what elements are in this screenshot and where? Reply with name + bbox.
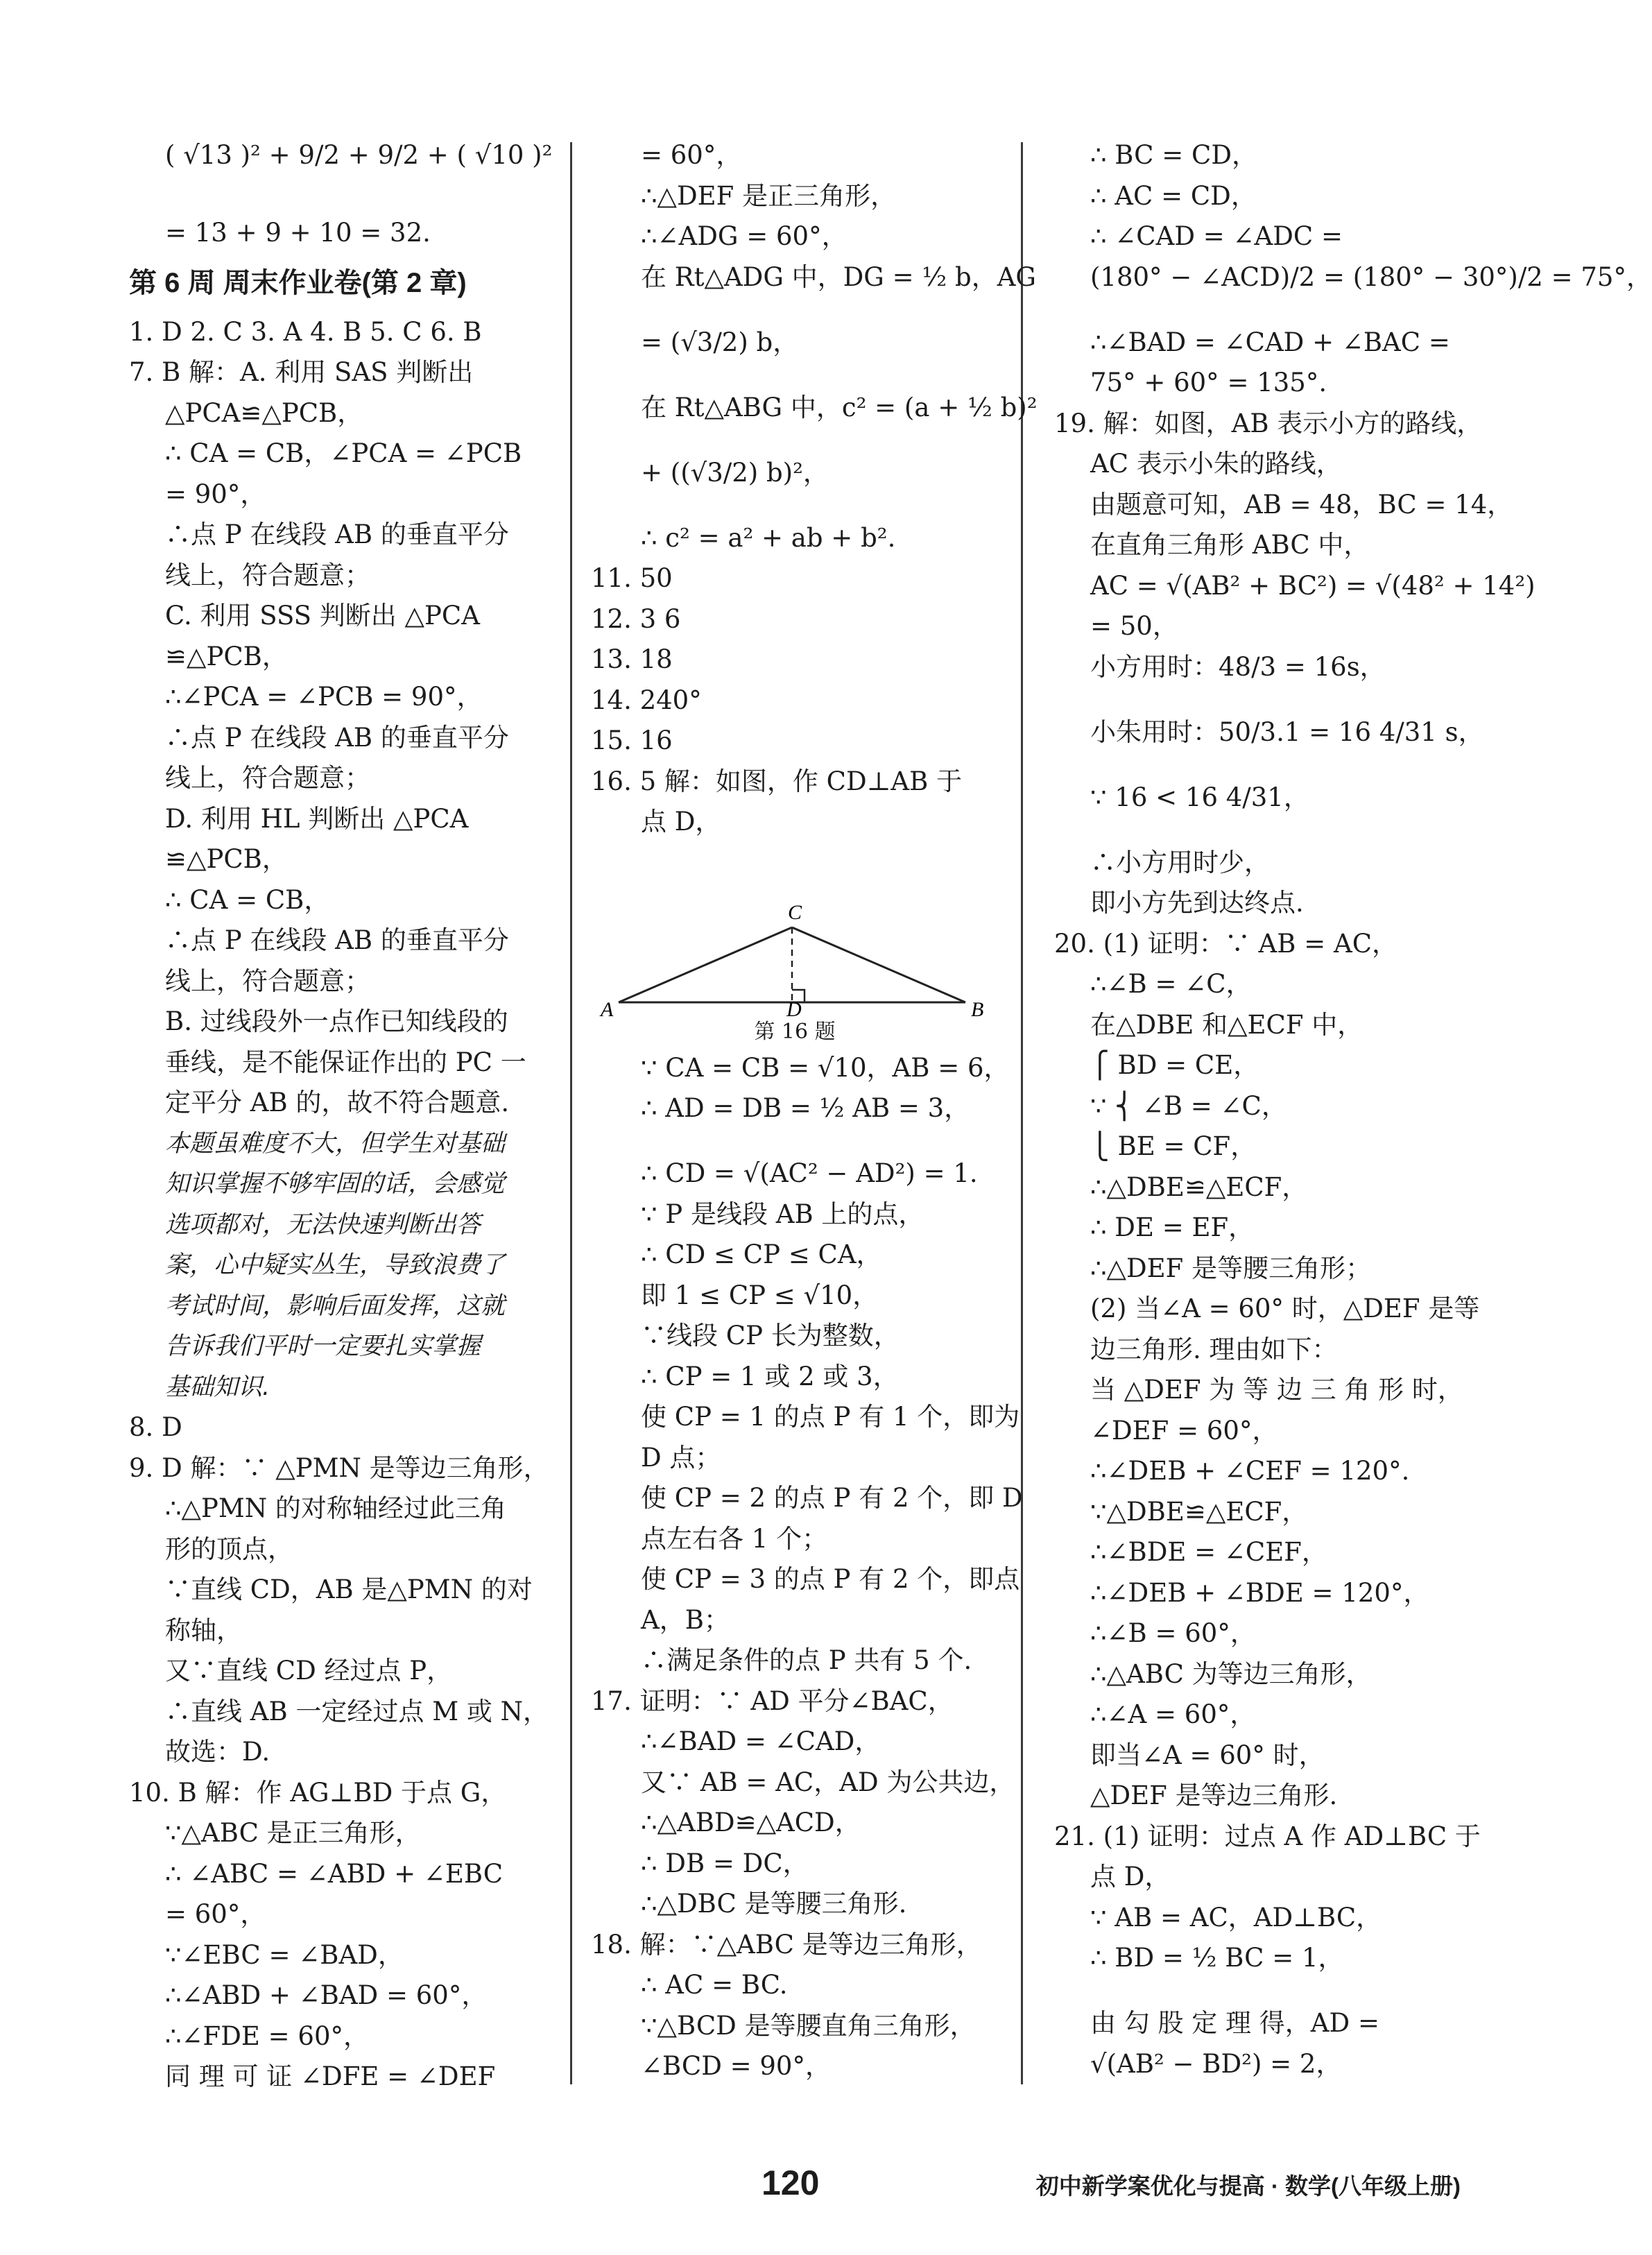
label-B: B (971, 997, 984, 1021)
text-line: ∴直线 AB 一定经过点 M 或 N， (165, 1696, 549, 1726)
text-line: 本题虽难度不大，但学生对基础 (165, 1129, 506, 1158)
text-line: B. 过线段外一点作已知线段的 (165, 1006, 508, 1036)
text-line: + ((√3/2) b)²， (641, 457, 829, 488)
text-line: = 60°， (165, 1899, 266, 1929)
text-line: 形的顶点， (165, 1534, 293, 1564)
text-line: ⎧ BD = CE， (1090, 1050, 1259, 1080)
text-line: √(AB² − BD²) = 2， (1090, 2048, 1342, 2079)
text-line: 9. D 解：∵ △PMN 是等边三角形， (129, 1452, 549, 1483)
text-line: ∵ CA = CB = √10，AB = 6， (641, 1052, 1010, 1083)
text-line: = 13 + 9 + 10 = 32. (165, 218, 431, 248)
text-line: 小朱用时：50/3.1 = 16 4/31 s， (1090, 717, 1484, 747)
text-line: 15. 16 (591, 726, 673, 755)
text-line: 点左右各 1 个； (641, 1523, 828, 1554)
text-line: 由 勾 股 定 理 得，AD = (1090, 2008, 1379, 2038)
text-line: 垂线，是不能保证作出的 PC 一 (165, 1047, 526, 1077)
text-line: 小方用时：48/3 = 16s， (1090, 651, 1386, 682)
text-line: 由题意可知，AB = 48，BC = 14， (1090, 489, 1513, 520)
column-middle (591, 135, 1038, 2087)
text-line: ∴ AD = DB = ½ AB = 3， (641, 1093, 970, 1123)
column-divider-right (1021, 142, 1023, 2084)
text-line: ∴ AC = CD， (1090, 180, 1257, 211)
text-line: 13. 18 (591, 644, 673, 674)
text-line: ∴满足条件的点 P 共有 5 个. (641, 1645, 972, 1675)
text-line: 10. B 解：作 AG⊥BD 于点 G， (129, 1777, 507, 1808)
text-line: ∴ c² = a² + ab + b². (641, 522, 896, 553)
text-line: 定平分 AB 的，故不符合题意. (165, 1088, 510, 1117)
text-line: 知识掌握不够牢固的话，会感觉 (165, 1170, 506, 1198)
text-line: 75° + 60° = 135°. (1090, 368, 1327, 397)
column-left (129, 135, 553, 2098)
text-line: 线上，符合题意； (165, 966, 370, 996)
text-line: ∴ CD = √(AC² − AD²) = 1. (641, 1158, 978, 1188)
text-line: (180° − ∠ACD)/2 = (180° − 30°)/2 = 75°， (1090, 261, 1652, 292)
text-line: 在 Rt△ADG 中，DG = ½ b，AG (641, 261, 1036, 292)
text-line: 在 Rt△ABG 中，c² = (a + ½ b)² (641, 392, 1038, 422)
text-line: ∴∠DEB + ∠CEF = 120°. (1090, 1456, 1410, 1486)
text-line: ∴∠DEB + ∠BDE = 120°， (1090, 1577, 1429, 1608)
text-line: 使 CP = 1 的点 P 有 1 个，即为 (641, 1402, 1020, 1432)
text-line: 即 1 ≤ CP ≤ √10， (641, 1280, 879, 1310)
text-line: 14. 240° (591, 685, 702, 715)
text-line: ∴ CP = 1 或 2 或 3， (641, 1361, 899, 1391)
text-line: ∠DEF = 60°， (1090, 1415, 1278, 1446)
text-line: 在直角三角形 ABC 中， (1090, 530, 1370, 560)
column-right (1054, 135, 1652, 2084)
label-D: D (786, 997, 802, 1021)
text-line: ∴△PMN 的对称轴经过此三角 (165, 1493, 506, 1523)
text-line: D 点； (641, 1442, 721, 1473)
text-line: 7. B 解：A. 利用 SAS 判断出 (129, 357, 474, 387)
text-line: 点 D， (641, 807, 721, 837)
text-line: D. 利用 HL 判断出 △PCA (165, 803, 469, 834)
text-line: ∵ AB = AC，AD⊥BC， (1090, 1902, 1382, 1932)
text-line: ∴△DBC 是等腰三角形. (641, 1889, 907, 1919)
text-line: = 60°， (641, 140, 742, 170)
text-line: A，B； (641, 1604, 730, 1635)
text-line: △DEF 是等边三角形. (1090, 1781, 1338, 1810)
column-middle-bottom (591, 1048, 1023, 2087)
text-line: 19. 解：如图，AB 表示小方的路线， (1054, 408, 1483, 438)
text-line: 同 理 可 证 ∠DFE = ∠DEF (165, 2061, 496, 2091)
text-line: ∴∠B = ∠C， (1090, 969, 1252, 999)
text-line: ∴∠A = 60°， (1090, 1699, 1256, 1729)
text-line: = 50， (1090, 611, 1178, 641)
text-line: ∴ CA = CB，∠PCA = ∠PCB (165, 438, 522, 468)
label-C: C (788, 900, 802, 924)
text-line: ∴∠ADG = 60°， (641, 221, 847, 251)
text-line: △PCA≌△PCB， (165, 397, 363, 428)
text-line: 在△DBE 和△ECF 中， (1090, 1009, 1363, 1040)
text-line: 16. 5 解：如图，作 CD⊥AB 于 (591, 766, 963, 796)
text-line: 基础知识. (165, 1373, 270, 1401)
text-line: 又∵直线 CD 经过点 P， (165, 1656, 453, 1686)
text-line: ∴△ABD≌△ACD， (641, 1808, 861, 1837)
text-line: AC = √(AB² + BC²) = √(48² + 14²) (1090, 570, 1535, 601)
text-line: 选项都对，无法快速判断出答 (165, 1210, 481, 1239)
text-line: 21. (1) 证明：过点 A 作 AD⊥BC 于 (1054, 1821, 1481, 1851)
text-line: ∴△DEF 是正三角形， (641, 180, 897, 211)
text-line: ∴ DB = DC， (641, 1848, 809, 1878)
text-line: AC 表示小朱的路线， (1090, 449, 1342, 479)
column-divider-left (570, 142, 572, 2084)
text-line: ∵线段 CP 长为整数， (641, 1321, 900, 1351)
text-line: ∴ ∠CAD = ∠ADC = (1090, 221, 1343, 251)
text-line: ∴∠B = 60°， (1090, 1618, 1256, 1648)
text-line: ∴△DBE≌△ECF， (1090, 1172, 1308, 1202)
text-line: ∠BCD = 90°， (641, 2051, 831, 2081)
text-line: ∵直线 CD，AB 是△PMN 的对 (165, 1575, 533, 1604)
text-line: 当 △DEF 为 等 边 三 角 形 时， (1090, 1375, 1463, 1405)
text-line: 11. 50 (591, 563, 673, 593)
text-line: ∴ BD = ½ BC = 1， (1090, 1943, 1344, 1973)
text-line: ∴△DEF 是等腰三角形； (1090, 1253, 1372, 1283)
figure-caption: 第 16 题 (754, 1019, 836, 1044)
text-line: C. 利用 SSS 判断出 △PCA (165, 601, 480, 631)
text-line: ∵ 16 < 16 4/31， (1090, 782, 1309, 812)
text-line: 1. D 2. C 3. A 4. B 5. C 6. B (129, 316, 482, 347)
text-line: ∴点 P 在线段 AB 的垂直平分 (165, 520, 509, 549)
text-line: 告诉我们平时一定要扎实掌握 (165, 1332, 481, 1360)
text-line: 第 6 周 周末作业卷(第 2 章) (129, 267, 467, 298)
text-line: 点 D， (1090, 1862, 1171, 1892)
text-line: 线上，符合题意； (165, 560, 370, 590)
text-line: ∵ P 是线段 AB 上的点， (641, 1199, 924, 1229)
text-line: 即当∠A = 60° 时， (1090, 1740, 1325, 1770)
text-line: ∴ AC = BC. (641, 1970, 788, 2000)
text-line: (2) 当∠A = 60° 时，△DEF 是等 (1090, 1294, 1480, 1323)
text-line: ∴△ABC 为等边三角形， (1090, 1658, 1372, 1689)
text-line: ∵△ABC 是正三角形， (165, 1818, 421, 1848)
page-footer (0, 2163, 1592, 2204)
text-line: ∵∠EBC = ∠BAD， (165, 1939, 404, 1970)
text-line: ∴ CD ≤ CP ≤ CA， (641, 1240, 882, 1269)
text-line: ∴∠PCA = ∠PCB = 90°， (165, 682, 483, 712)
text-line: = 90°， (165, 479, 266, 509)
text-line: ∴ CA = CB， (165, 884, 330, 915)
text-line: ∴点 P 在线段 AB 的垂直平分 (165, 722, 509, 753)
text-line: ∵△DBE≌△ECF， (1090, 1496, 1308, 1527)
text-line: ∴∠FDE = 60°， (165, 2021, 369, 2051)
text-line: 17. 证明：∵ AD 平分∠BAC， (591, 1686, 954, 1716)
text-line: ∴∠ABD + ∠BAD = 60°， (165, 1980, 488, 2010)
text-line: ≌△PCB， (165, 641, 288, 671)
page-number: 120 (762, 2163, 820, 2202)
text-line: ≌△PCB， (165, 844, 288, 874)
text-line: ∴∠BDE = ∠CEF， (1090, 1537, 1327, 1567)
text-line: ∵△BCD 是等腰直角三角形， (641, 2010, 976, 2041)
text-line: ∴∠BAD = ∠CAD + ∠BAC = (1090, 327, 1450, 357)
text-line: ( √13 )² + 9/2 + 9/2 + ( √10 )² (165, 140, 553, 170)
book-title: 初中新学案优化与提高 · 数学(八年级上册) (1035, 2173, 1461, 2199)
figure-16 (591, 843, 999, 1021)
text-line: ∵ ⎨ ∠B = ∠C， (1090, 1090, 1287, 1121)
triangle-diagram (591, 843, 999, 1021)
text-line: 称轴， (165, 1615, 242, 1645)
text-line: 故选：D. (165, 1737, 270, 1767)
text-line: 18. 解：∵△ABC 是等边三角形， (591, 1929, 982, 1960)
text-line: 考试时间，影响后面发挥，这就 (165, 1292, 506, 1320)
text-line: ∴ BC = CD， (1090, 140, 1257, 170)
text-line: 8. D (129, 1412, 182, 1442)
text-line: 又∵ AB = AC，AD 为公共边， (641, 1767, 1015, 1797)
text-line: ∴ ∠ABC = ∠ABD + ∠EBC (165, 1858, 504, 1889)
text-line: ∴ DE = EF， (1090, 1212, 1255, 1242)
text-line: 即小方先到达终点. (1090, 888, 1304, 918)
text-line: 使 CP = 2 的点 P 有 2 个，即 D (641, 1483, 1023, 1513)
text-line: 使 CP = 3 的点 P 有 2 个，即点 (641, 1564, 1020, 1594)
text-line: 20. (1) 证明：∵ AB = AC， (1054, 928, 1398, 959)
text-line: ∴小方用时少， (1090, 847, 1270, 877)
column-middle-top (591, 135, 1038, 843)
text-line: 线上，符合题意； (165, 763, 370, 793)
text-line: ∴点 P 在线段 AB 的垂直平分 (165, 925, 509, 955)
text-line: = (√3/2) b， (641, 327, 799, 357)
text-line: 12. 3 6 (591, 603, 681, 634)
label-A: A (601, 997, 614, 1021)
text-line: ⎩ BE = CF， (1090, 1131, 1257, 1161)
text-line: 边三角形. 理由如下： (1090, 1334, 1338, 1364)
text-line: ∴∠BAD = ∠CAD， (641, 1726, 881, 1756)
text-line: 案，心中疑实丛生，导致浪费了 (165, 1251, 506, 1279)
